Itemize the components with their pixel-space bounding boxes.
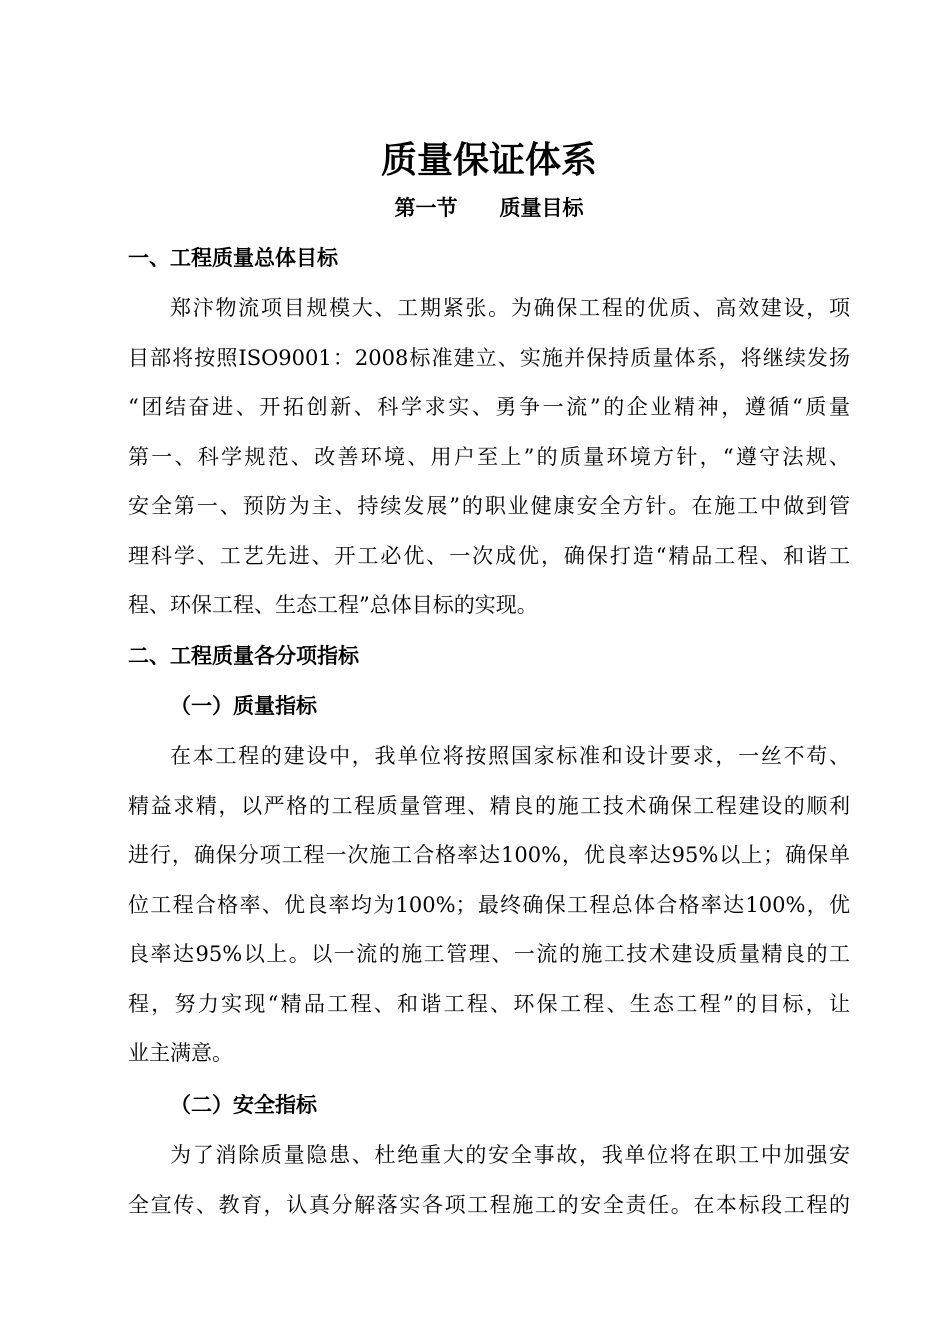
paragraph-line: 目部将按照ISO9001：2008标准建立、实施并保持质量体系，将继续发扬: [128, 345, 850, 370]
paragraph-line: 理科学、工艺先进、开工必优、一次成优，确保打造“精品工程、和谐工: [128, 543, 850, 568]
document-page: [128, 0, 850, 1344]
paragraph-line: 进行，确保分项工程一次施工合格率达100%，优良率达95%以上；确保单: [128, 843, 850, 867]
paragraph-line: 程，努力实现“精品工程、和谐工程、环保工程、生态工程”的目标，让: [128, 991, 850, 1016]
paragraph-line: 在本工程的建设中，我单位将按照国家标准和设计要求，一丝不苟、: [170, 744, 850, 768]
paragraph-line: “团结奋进、开拓创新、科学求实、勇争一流”的企业精神，遵循“质量: [128, 395, 850, 419]
paragraph-line: 业主满意。: [128, 1041, 233, 1065]
paragraph-line: 郑汴物流项目规模大、工期紧张。为确保工程的优质、高效建设，项: [170, 296, 850, 320]
paragraph-line: 安全第一、预防为主、持续发展”的职业健康安全方针。在施工中做到管: [128, 494, 850, 518]
paragraph-line: 位工程合格率、优良率均为100%；最终确保工程总体合格率达100%，优: [128, 892, 850, 917]
heading-quality-indicators: （一）质量指标: [170, 693, 317, 718]
paragraph-quality-indicators: [128, 732, 850, 1079]
paragraph-line: 全宣传、教育，认真分解落实各项工程施工的安全责任。在本标段工程的: [128, 1192, 850, 1217]
paragraph-line: 第一、科学规范、改善环境、用户至上”的质量环境方针，“遵守法规、: [128, 444, 850, 469]
heading-item-indicators: 二、工程质量各分项指标: [128, 643, 359, 668]
heading-safety-indicators: （二）安全指标: [170, 1092, 317, 1117]
paragraph-safety-indicators: [128, 1131, 850, 1230]
paragraph-overall-target: [128, 284, 850, 631]
section-title: 第一节 质量目标: [394, 195, 584, 220]
paragraph-line: 程、环保工程、生态工程”总体目标的实现。: [128, 593, 538, 617]
document-title: 质量保证体系: [380, 139, 597, 181]
paragraph-line: 良率达95%以上。以一流的施工管理、一流的施工技术建设质量精良的工: [128, 942, 850, 966]
heading-overall-target: 一、工程质量总体目标: [128, 245, 338, 270]
paragraph-line: 为了消除质量隐患、杜绝重大的安全事故，我单位将在职工中加强安: [170, 1143, 850, 1167]
paragraph-line: 精益求精，以严格的工程质量管理、精良的施工技术确保工程建设的顺利: [128, 793, 850, 818]
